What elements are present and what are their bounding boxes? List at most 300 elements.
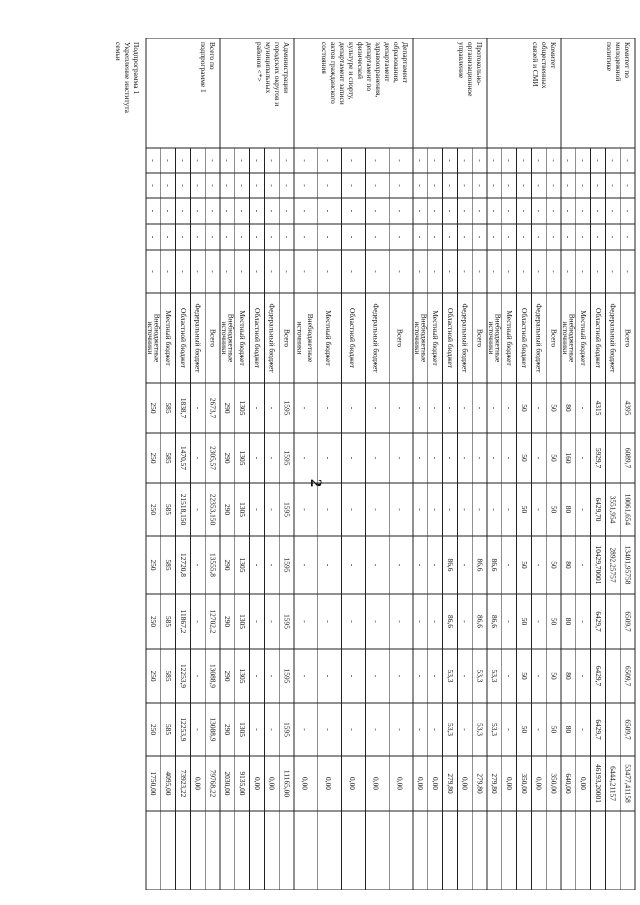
code-cell-dash: - [163,159,173,162]
funding-source-label: Областной бюджет [252,307,262,369]
code-cell-dash: - [282,209,292,213]
code-cell-dash: - [608,184,618,187]
budget-value-cell: - [300,728,310,731]
budget-value-cell: - [347,508,357,511]
code-cell-dash: - [578,159,588,162]
budget-value-cell: - [300,508,310,511]
code-cell-dash: - [252,270,262,273]
budget-value-cell: 585 [163,503,173,516]
funding-source-label: Федеральный бюджет [371,303,381,373]
budget-value-cell: 50 [519,505,529,514]
org-name-line: состояния [320,42,329,74]
org-name-line: образования, [392,42,401,83]
budget-value-cell: - [300,406,310,410]
budget-value-cell: 1305 [237,400,247,416]
code-cell-dash: - [430,235,440,239]
code-cell-dash: - [237,159,247,162]
code-cell-dash: - [395,159,405,162]
code-cell-dash: - [208,270,218,273]
budget-value-cell: 50 [519,454,529,462]
budget-value-cell: 6444,21157 [608,766,618,801]
budget-value-cell: - [371,620,381,623]
budget-value-cell: - [267,406,277,410]
budget-value-cell: 350,00 [519,773,529,794]
budget-value-cell: 13401,95758 [623,545,633,585]
budget-value-cell: 1305 [237,502,247,517]
budget-value-cell: 6429,7 [593,719,603,740]
budget-value-cell: 640,00 [564,773,574,794]
budget-value-cell: - [578,406,588,410]
funding-source-label: Областной бюджет [445,307,455,369]
code-cell-dash: - [267,184,277,187]
budget-value-cell: 585 [163,670,173,682]
funding-source-label: Внебюджетные [226,313,236,363]
budget-value-cell: 50 [549,404,559,412]
budget-value-cell: 1595 [282,722,292,737]
budget-value-cell: 350,00 [549,773,559,794]
budget-value-cell: - [534,674,544,678]
code-cell-dash: - [460,235,470,239]
code-cell-dash: - [504,209,514,213]
code-cell-dash: - [324,209,334,213]
budget-value-cell: 53,3 [475,723,485,736]
budget-value-cell: 1595 [282,502,292,517]
budget-value-cell: - [347,563,357,567]
budget-value-cell: - [578,563,588,567]
budget-value-cell: 250 [149,615,159,628]
code-cell-dash: - [534,235,544,239]
budget-value-cell: - [371,728,381,731]
budget-value-cell: - [395,620,405,623]
code-cell-dash: - [593,159,603,162]
budget-value-cell: 86,6 [475,615,485,628]
budget-value-cell: 13088,9 [208,717,218,742]
budget-value-cell: 0,00 [534,777,544,790]
code-cell-dash: - [371,184,381,187]
subprogram-label-line: семьи [114,42,123,61]
budget-value-cell: 6089,7 [623,447,633,469]
budget-value-cell: 1595 [282,614,292,629]
budget-value-cell: - [267,563,277,567]
funding-source-label: Местный бюджет [324,310,334,366]
budget-value-cell: 585 [163,723,173,736]
org-name-line: связей и СМИ [531,42,540,87]
budget-value-cell: - [416,406,426,410]
funding-source-label: Внебюджетные [567,313,577,363]
budget-value-cell: - [504,406,514,410]
budget-value-cell: 279,80 [475,773,485,794]
code-cell-dash: - [460,209,470,213]
code-cell-dash: - [193,159,203,162]
code-cell-dash: - [163,209,173,213]
budget-value-cell: 250 [149,452,159,464]
code-cell-dash: - [475,184,485,187]
funding-source-label: Областной бюджет [519,307,529,369]
code-cell-dash: - [252,159,262,162]
budget-value-cell: 50 [519,617,529,626]
code-cell-dash: - [490,159,500,162]
code-cell-dash: - [395,270,405,273]
funding-source-label: Областной бюджет [593,307,603,369]
code-cell-dash: - [549,209,559,213]
budget-value-cell: - [416,674,426,678]
budget-value-cell: 6429,7 [593,665,603,687]
budget-value-cell: - [430,456,440,460]
org-name-line: Комитет по [623,42,632,78]
budget-value-cell: - [504,456,514,460]
funding-source-label: Всего [282,328,292,348]
budget-value-cell: - [430,728,440,731]
budget-value-cell: - [267,728,277,731]
code-cell-dash: - [564,159,574,162]
code-cell-dash: - [371,270,381,273]
budget-value-cell: - [416,620,426,623]
budget-value-cell: - [324,456,334,460]
budget-value-cell: 13555,8 [208,552,218,578]
code-cell-dash: - [608,270,618,273]
budget-value-cell: - [578,456,588,460]
code-cell-dash: - [300,159,310,162]
budget-value-cell: 6509,7 [623,611,633,632]
code-cell-dash: - [608,235,618,239]
code-cell-dash: - [178,184,188,187]
funding-source-label: Федеральный бюджет [267,303,277,373]
budget-value-cell: 2892,25757 [608,547,618,583]
funding-source-label: Областной бюджет [347,307,357,369]
budget-value-cell: 12720,8 [178,552,188,578]
org-name-line: муниципальных [264,42,273,94]
budget-value-cell: 53,3 [445,723,455,736]
budget-value-cell: 50 [549,617,559,626]
budget-value-cell: 50 [549,505,559,514]
code-cell-dash: - [371,159,381,162]
budget-value-cell: - [193,563,203,567]
budget-value-cell: - [347,456,357,460]
budget-value-cell: - [324,406,334,410]
budget-value-cell: - [416,456,426,460]
budget-value-cell: 0,00 [324,777,334,790]
code-cell-dash: - [475,209,485,213]
code-cell-dash: - [430,209,440,213]
budget-value-cell: - [371,456,381,460]
code-cell-dash: - [578,184,588,187]
budget-value-cell: - [267,508,277,511]
budget-value-cell: - [430,508,440,511]
budget-value-cell: 4395 [623,400,633,416]
funding-source-label: Федеральный бюджет [193,303,203,373]
funding-source-label: источники [487,321,497,355]
budget-value-cell: 4315 [593,400,603,416]
budget-value-cell: - [371,508,381,511]
code-cell-dash: - [519,209,529,213]
budget-value-cell: - [534,406,544,410]
budget-value-cell: - [578,728,588,731]
funding-source-label: Всего [623,328,633,348]
code-cell-dash: - [252,235,262,239]
budget-value-cell: - [324,674,334,678]
budget-value-cell: 0,00 [416,777,426,790]
budget-value-cell: - [460,728,470,731]
funding-source-label: Внебюджетные [419,313,429,363]
budget-value-cell: - [430,406,440,410]
budget-value-cell: 585 [163,615,173,628]
budget-value-cell: - [416,728,426,731]
budget-value-cell: - [267,674,277,678]
budget-value-cell: 1595 [282,400,292,416]
budget-value-cell: 250 [149,503,159,516]
code-cell-dash: - [395,235,405,239]
code-cell-dash: - [490,209,500,213]
budget-value-cell: - [475,406,485,410]
code-cell-dash: - [267,159,277,162]
budget-value-cell: - [445,406,455,410]
funding-source-label: Федеральный бюджет [460,303,470,373]
code-cell-dash: - [475,159,485,162]
code-cell-dash: - [578,209,588,213]
code-cell-dash: - [300,270,310,273]
budget-value-cell: - [324,620,334,623]
code-cell-dash: - [519,235,529,239]
budget-value-cell: 2305,57 [208,445,218,471]
budget-value-cell: - [460,674,470,678]
code-cell-dash: - [549,159,559,162]
budget-value-cell: - [395,406,405,410]
code-cell-dash: - [460,159,470,162]
budget-value-cell: - [430,563,440,567]
code-cell-dash: - [623,235,633,239]
code-cell-dash: - [282,159,292,162]
budget-value-cell: 50 [549,725,559,734]
org-name-line: культуре и спорту, [347,42,356,100]
budget-value-cell: 1838,7 [178,397,188,419]
code-cell-dash: - [282,270,292,273]
code-cell-dash: - [282,184,292,187]
code-cell-dash: - [608,159,618,162]
budget-value-cell: 73923,22 [178,769,188,798]
funding-source-label: источники [146,321,156,355]
budget-value-cell: 0,00 [300,777,310,790]
budget-value-cell: 9135,00 [237,771,247,796]
code-cell-dash: - [416,159,426,162]
budget-value-cell: 250 [149,559,159,571]
budget-value-cell: 50 [519,561,529,569]
code-cell-dash: - [534,184,544,187]
code-cell-dash: - [193,235,203,239]
budget-value-cell: 6429,7 [593,611,603,632]
budget-value-cell: 2673,7 [208,397,218,419]
budget-value-cell: 0,00 [347,777,357,790]
budget-value-cell: - [490,406,500,410]
org-name-line: департамент по [365,42,374,92]
budget-value-cell: 0,00 [252,777,262,790]
subprogram-label-line: Укрепление института [123,42,132,113]
code-cell-dash: - [193,184,203,187]
budget-value-cell: - [534,456,544,460]
org-name-line: департамент [383,42,392,82]
budget-value-cell: 50 [519,725,529,734]
budget-value-cell: - [445,508,455,511]
code-cell-dash: - [490,184,500,187]
code-cell-dash: - [163,184,173,187]
budget-value-cell: 1595 [282,557,292,573]
budget-value-cell: - [475,456,485,460]
code-cell-dash: - [149,159,159,162]
budget-value-cell: - [395,728,405,731]
code-cell-dash: - [623,209,633,213]
org-name-line: Департамент [401,42,410,83]
code-cell-dash: - [324,235,334,239]
budget-value-cell: 250 [149,402,159,414]
code-cell-dash: - [475,270,485,273]
funding-source-label: Внебюджетные [493,313,503,363]
code-cell-dash: - [223,235,233,239]
subprogram-label-line: Подпрограмма 1 [132,42,141,95]
funding-source-label: источники [295,321,305,355]
budget-value-cell: - [193,406,203,410]
budget-value-cell: 5929,7 [593,447,603,469]
budget-value-cell: - [430,620,440,623]
funding-source-label: Областной бюджет [178,307,188,369]
code-cell-dash: - [347,270,357,273]
funding-source-label: Всего [549,328,559,348]
budget-table [55,38,639,890]
budget-value-cell: 6429,70 [593,497,603,522]
budget-value-cell: 290 [223,670,233,682]
org-name-line: Администрации [282,42,291,94]
budget-value-cell: 0,00 [460,777,470,790]
budget-value-cell: - [267,620,277,623]
budget-value-cell: 21518,150 [178,493,188,526]
org-name-line: подпрограмме 1 [199,42,208,93]
budget-value-cell: 279,80 [490,773,500,794]
code-cell-dash: - [347,209,357,213]
code-cell-dash: - [430,270,440,273]
org-name-line: молодежной [614,42,623,82]
budget-value-cell: - [193,674,203,678]
org-name-line: департамент записи [338,42,347,105]
code-cell-dash: - [504,159,514,162]
org-name-line: Комитет [549,42,558,69]
budget-value-cell: 86,6 [490,615,500,628]
budget-value-cell: 22353,150 [208,493,218,526]
budget-value-cell: - [347,728,357,731]
code-cell-dash: - [163,270,173,273]
code-cell-dash: - [519,270,529,273]
budget-value-cell: 13088,9 [208,663,218,689]
code-cell-dash: - [608,209,618,213]
budget-value-cell: 53,3 [490,723,500,736]
funding-source-label: Местный бюджет [237,310,247,366]
code-cell-dash: - [208,209,218,213]
rotated-table-body [114,38,635,890]
code-cell-dash: - [347,159,357,162]
budget-value-cell: 10429,70001 [593,545,603,585]
code-cell-dash: - [475,235,485,239]
budget-value-cell: 1595 [282,450,292,466]
budget-value-cell: 250 [149,723,159,736]
budget-value-cell: - [578,620,588,623]
code-cell-dash: - [564,184,574,187]
code-cell-dash: - [149,235,159,239]
code-cell-dash: - [347,235,357,239]
budget-value-cell: 2030,00 [223,771,233,796]
org-name-line: Всего по [208,42,217,70]
funding-source-label: Внебюджетные [152,313,162,363]
code-cell-dash: - [549,184,559,187]
budget-value-cell: 12253,9 [178,717,188,742]
code-cell-dash: - [549,270,559,273]
budget-value-cell: - [430,674,440,678]
budget-value-cell: 4095,00 [163,771,173,796]
code-cell-dash: - [237,209,247,213]
code-cell-dash: - [445,209,455,213]
code-cell-dash: - [564,209,574,213]
budget-value-cell: - [534,620,544,623]
funding-source-label: Всего [475,328,485,348]
code-cell-dash: - [208,184,218,187]
budget-value-cell: - [371,563,381,567]
budget-value-cell: - [395,456,405,460]
budget-value-cell: 86,6 [445,558,455,572]
budget-value-cell: 290 [223,402,233,414]
budget-value-cell: 0,00 [371,777,381,790]
budget-value-cell: - [490,508,500,511]
budget-value-cell: 1305 [237,722,247,737]
budget-value-cell: 585 [163,452,173,464]
budget-value-cell: - [252,674,262,678]
budget-value-cell: 290 [223,452,233,464]
org-name-line: здравоохранения, [374,42,383,98]
budget-value-cell: - [252,456,262,460]
code-cell-dash: - [371,235,381,239]
code-cell-dash: - [519,184,529,187]
code-cell-dash: - [300,235,310,239]
budget-value-cell: - [395,508,405,511]
budget-value-cell: 0,00 [578,777,588,790]
budget-value-cell: 11165,00 [282,769,292,798]
code-cell-dash: - [282,235,292,239]
code-cell-dash: - [534,159,544,162]
code-cell-dash: - [593,270,603,273]
budget-value-cell: 1595 [282,668,292,684]
budget-value-cell: 279,80 [445,773,455,794]
funding-source-label: Внебюджетные [305,313,315,363]
code-cell-dash: - [593,209,603,213]
budget-value-cell: - [252,620,262,623]
budget-value-cell: - [504,508,514,511]
budget-value-cell: - [395,563,405,567]
budget-value-cell: - [324,728,334,731]
code-cell-dash: - [490,235,500,239]
org-name-line: городских округов и [273,42,282,107]
budget-value-cell: 80 [564,561,574,569]
code-cell-dash: - [237,270,247,273]
budget-value-cell: 0,00 [193,777,203,790]
org-name-line: общественных [540,42,549,89]
funding-source-label: Местный бюджет [430,310,440,366]
budget-value-cell: 585 [163,559,173,571]
code-cell-dash: - [178,270,188,273]
org-name-line: организационное [466,42,475,97]
code-cell-dash: - [504,235,514,239]
code-cell-dash: - [504,184,514,187]
budget-value-cell: - [504,620,514,623]
budget-value-cell: - [395,674,405,678]
budget-value-cell: 80 [564,672,574,680]
budget-value-cell: 46193,20001 [593,764,603,803]
budget-value-cell: - [578,508,588,511]
budget-value-cell: - [347,674,357,678]
